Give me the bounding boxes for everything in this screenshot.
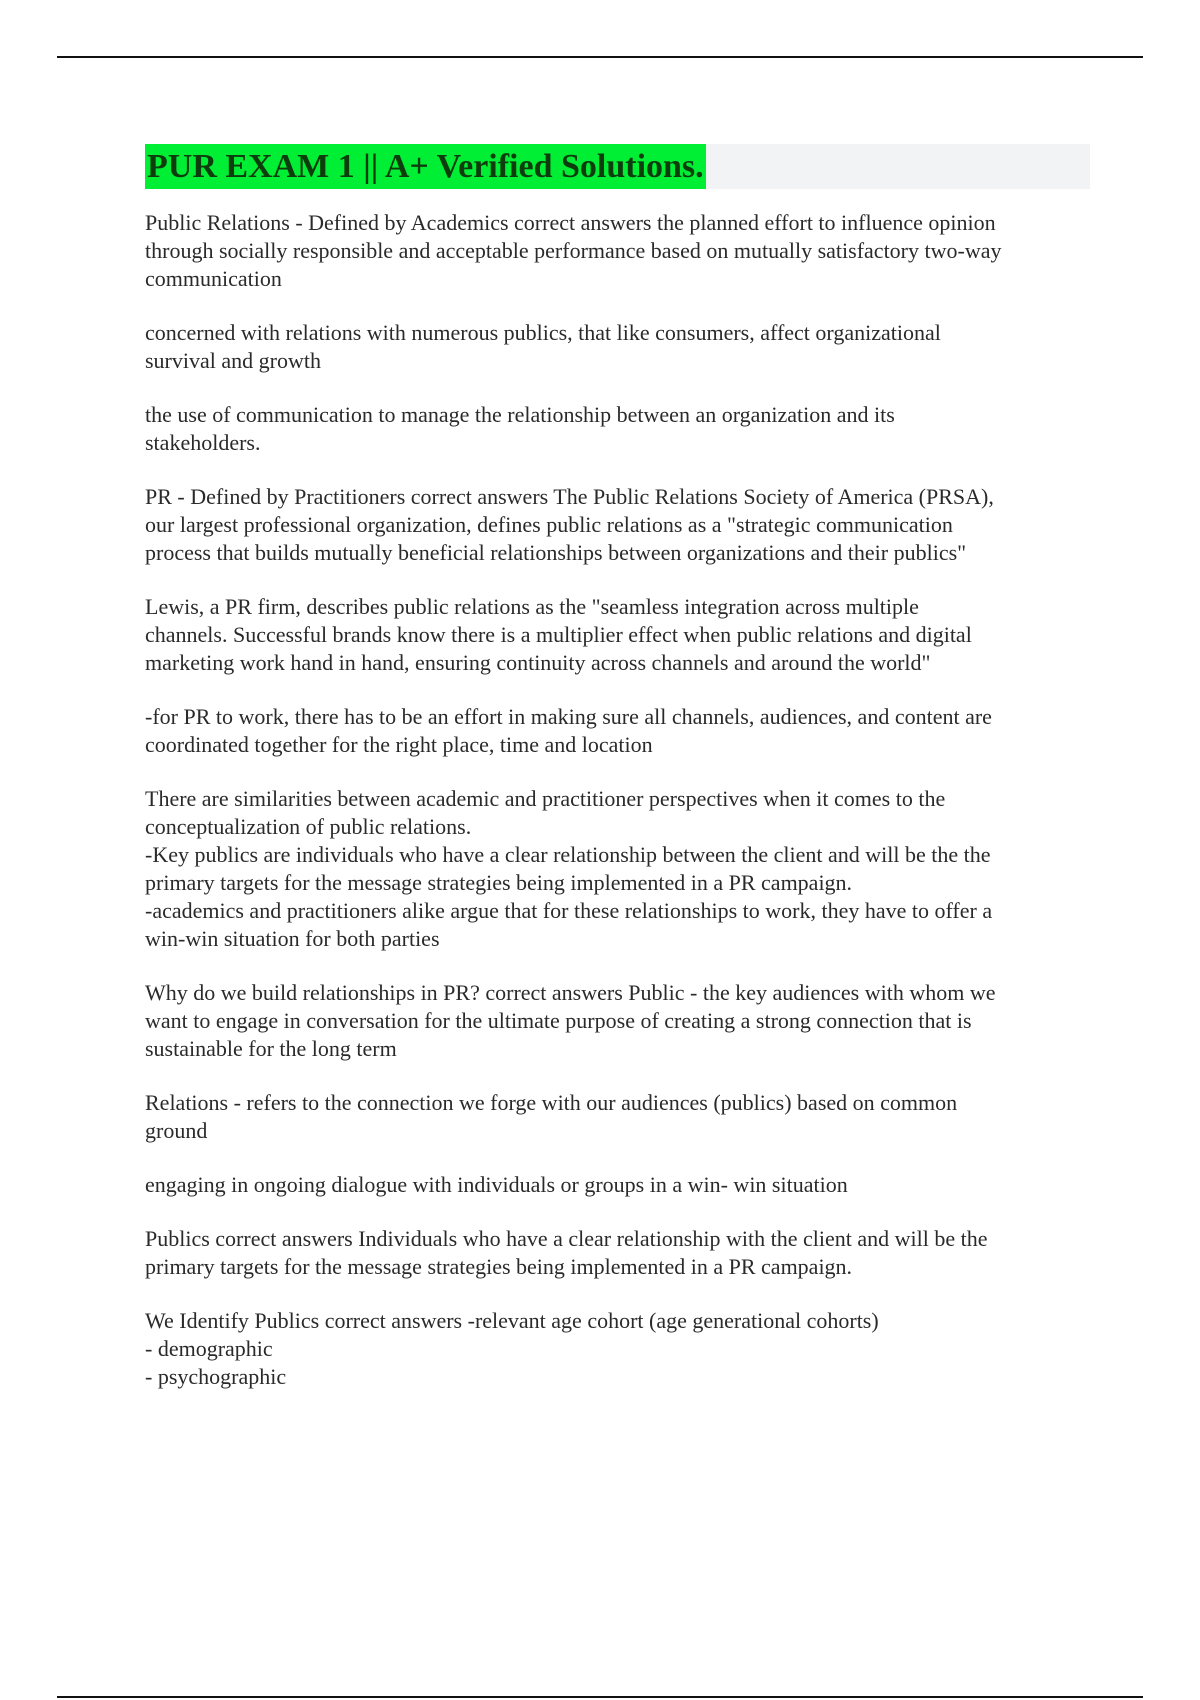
text-line: Relations - refers to the connection we forge with our audiences (publics) based on common bbox=[145, 1090, 958, 1115]
text-line: -academics and practitioners alike argue that for these relationships to work, they have to offer a bbox=[145, 898, 993, 923]
bottom-rule bbox=[57, 1696, 1143, 1698]
document-body bbox=[145, 144, 1090, 1417]
paragraph bbox=[145, 785, 1090, 953]
text-line: coordinated together for the right place, time and location bbox=[145, 732, 653, 757]
text-line: process that builds mutually beneficial relationships between organizations and their publics" bbox=[145, 540, 967, 565]
text-line: our largest professional organization, defines public relations as a "strategic communication bbox=[145, 512, 953, 537]
text-line: - demographic bbox=[145, 1336, 273, 1361]
paragraph bbox=[145, 979, 1090, 1063]
text-line: want to engage in conversation for the ultimate purpose of creating a strong connection that is bbox=[145, 1008, 972, 1033]
paragraph-list bbox=[145, 209, 1090, 1391]
text-line: primary targets for the message strategies being implemented in a PR campaign. bbox=[145, 870, 853, 895]
text-line: PR - Defined by Practitioners correct answers The Public Relations Society of America (PRSA), bbox=[145, 484, 994, 509]
paragraph bbox=[145, 593, 1090, 677]
text-line: conceptualization of public relations. bbox=[145, 814, 472, 839]
paragraph bbox=[145, 319, 1090, 375]
text-line: marketing work hand in hand, ensuring continuity across channels and around the world" bbox=[145, 650, 931, 675]
text-line: communication bbox=[145, 266, 282, 291]
paragraph bbox=[145, 1307, 1090, 1391]
text-line: through socially responsible and acceptable performance based on mutually satisfactory two-way bbox=[145, 238, 1002, 263]
text-line: Lewis, a PR firm, describes public relations as the "seamless integration across multiple bbox=[145, 594, 919, 619]
text-line: We Identify Publics correct answers -relevant age cohort (age generational cohorts) bbox=[145, 1308, 879, 1333]
document-title: PUR EXAM 1 || A+ Verified Solutions. bbox=[145, 144, 706, 189]
paragraph bbox=[145, 703, 1090, 759]
text-line: survival and growth bbox=[145, 348, 321, 373]
text-line: engaging in ongoing dialogue with individuals or groups in a win- win situation bbox=[145, 1172, 848, 1197]
text-line: win-win situation for both parties bbox=[145, 926, 440, 951]
paragraph bbox=[145, 1089, 1090, 1145]
paragraph bbox=[145, 401, 1090, 457]
paragraph bbox=[145, 1171, 1090, 1199]
title-bar bbox=[145, 144, 1090, 189]
text-line: Public Relations - Defined by Academics correct answers the planned effort to influence opinion bbox=[145, 210, 996, 235]
text-line: the use of communication to manage the relationship between an organization and its bbox=[145, 402, 895, 427]
paragraph bbox=[145, 209, 1090, 293]
text-line: concerned with relations with numerous publics, that like consumers, affect organizational bbox=[145, 320, 941, 345]
text-line: - psychographic bbox=[145, 1364, 287, 1389]
text-line: Why do we build relationships in PR? correct answers Public - the key audiences with whom we bbox=[145, 980, 996, 1005]
text-line: There are similarities between academic and practitioner perspectives when it comes to the bbox=[145, 786, 946, 811]
text-line: ground bbox=[145, 1118, 208, 1143]
top-rule bbox=[57, 56, 1143, 58]
text-line: -Key publics are individuals who have a clear relationship between the client and will be the the bbox=[145, 842, 991, 867]
text-line: channels. Successful brands know there is a multiplier effect when public relations and digital bbox=[145, 622, 972, 647]
paragraph bbox=[145, 1225, 1090, 1281]
text-line: sustainable for the long term bbox=[145, 1036, 397, 1061]
paragraph bbox=[145, 483, 1090, 567]
text-line: Publics correct answers Individuals who have a clear relationship with the client and will be the bbox=[145, 1226, 988, 1251]
text-line: -for PR to work, there has to be an effort in making sure all channels, audiences, and content are bbox=[145, 704, 992, 729]
text-line: stakeholders. bbox=[145, 430, 261, 455]
text-line: primary targets for the message strategies being implemented in a PR campaign. bbox=[145, 1254, 853, 1279]
